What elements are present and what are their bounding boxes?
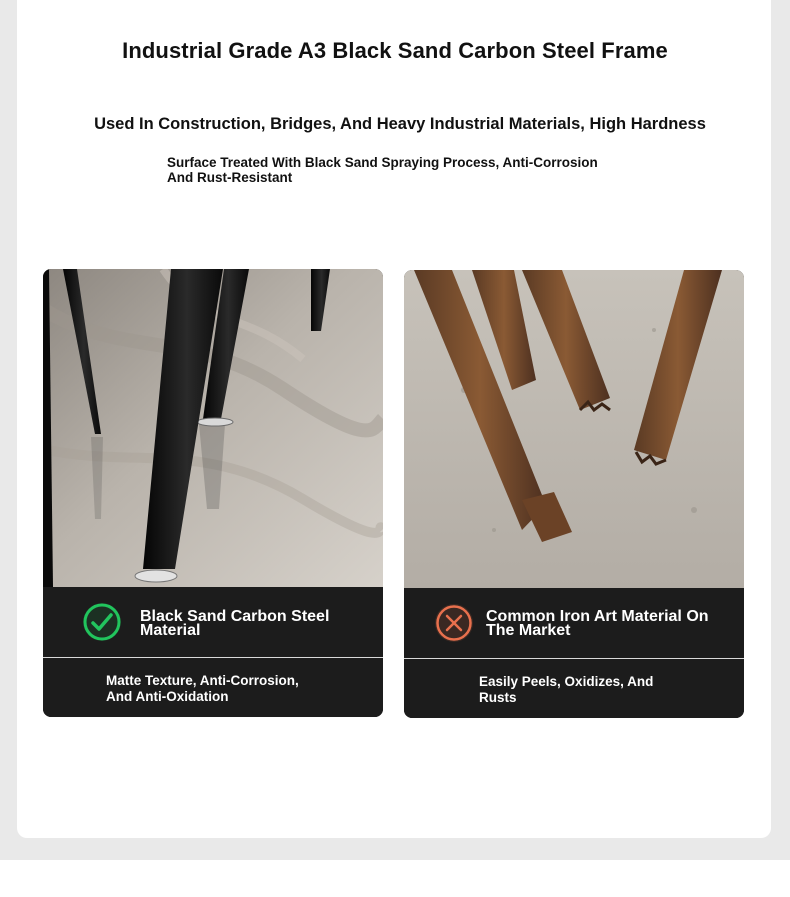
good-material-caption: Matte Texture, Anti-Corrosion, And Anti-Oxidation — [106, 673, 299, 704]
steel-legs-illustration — [43, 269, 383, 587]
page-title: Industrial Grade A3 Black Sand Carbon Steel Frame — [122, 38, 668, 63]
page-description: Surface Treated With Black Sand Spraying Process, Anti-Corrosion And Rust-Resistant — [167, 155, 598, 185]
x-circle-icon — [435, 604, 473, 642]
bad-material-title: Common Iron Art Material On The Market — [486, 608, 709, 639]
check-circle-icon — [83, 603, 121, 641]
comparison-panel-good — [43, 269, 383, 717]
steel-legs-photo — [43, 269, 383, 587]
page-subtitle: Used In Construction, Bridges, And Heavy Industrial Materials, High Hardness — [94, 115, 706, 133]
rusty-pipes-illustration — [404, 270, 744, 588]
comparison-panel-bad — [404, 270, 744, 718]
good-material-title: Black Sand Carbon Steel Material — [140, 608, 330, 639]
bad-material-caption: Easily Peels, Oxidizes, And Rusts — [479, 674, 654, 705]
rusty-pipes-photo — [404, 270, 744, 588]
